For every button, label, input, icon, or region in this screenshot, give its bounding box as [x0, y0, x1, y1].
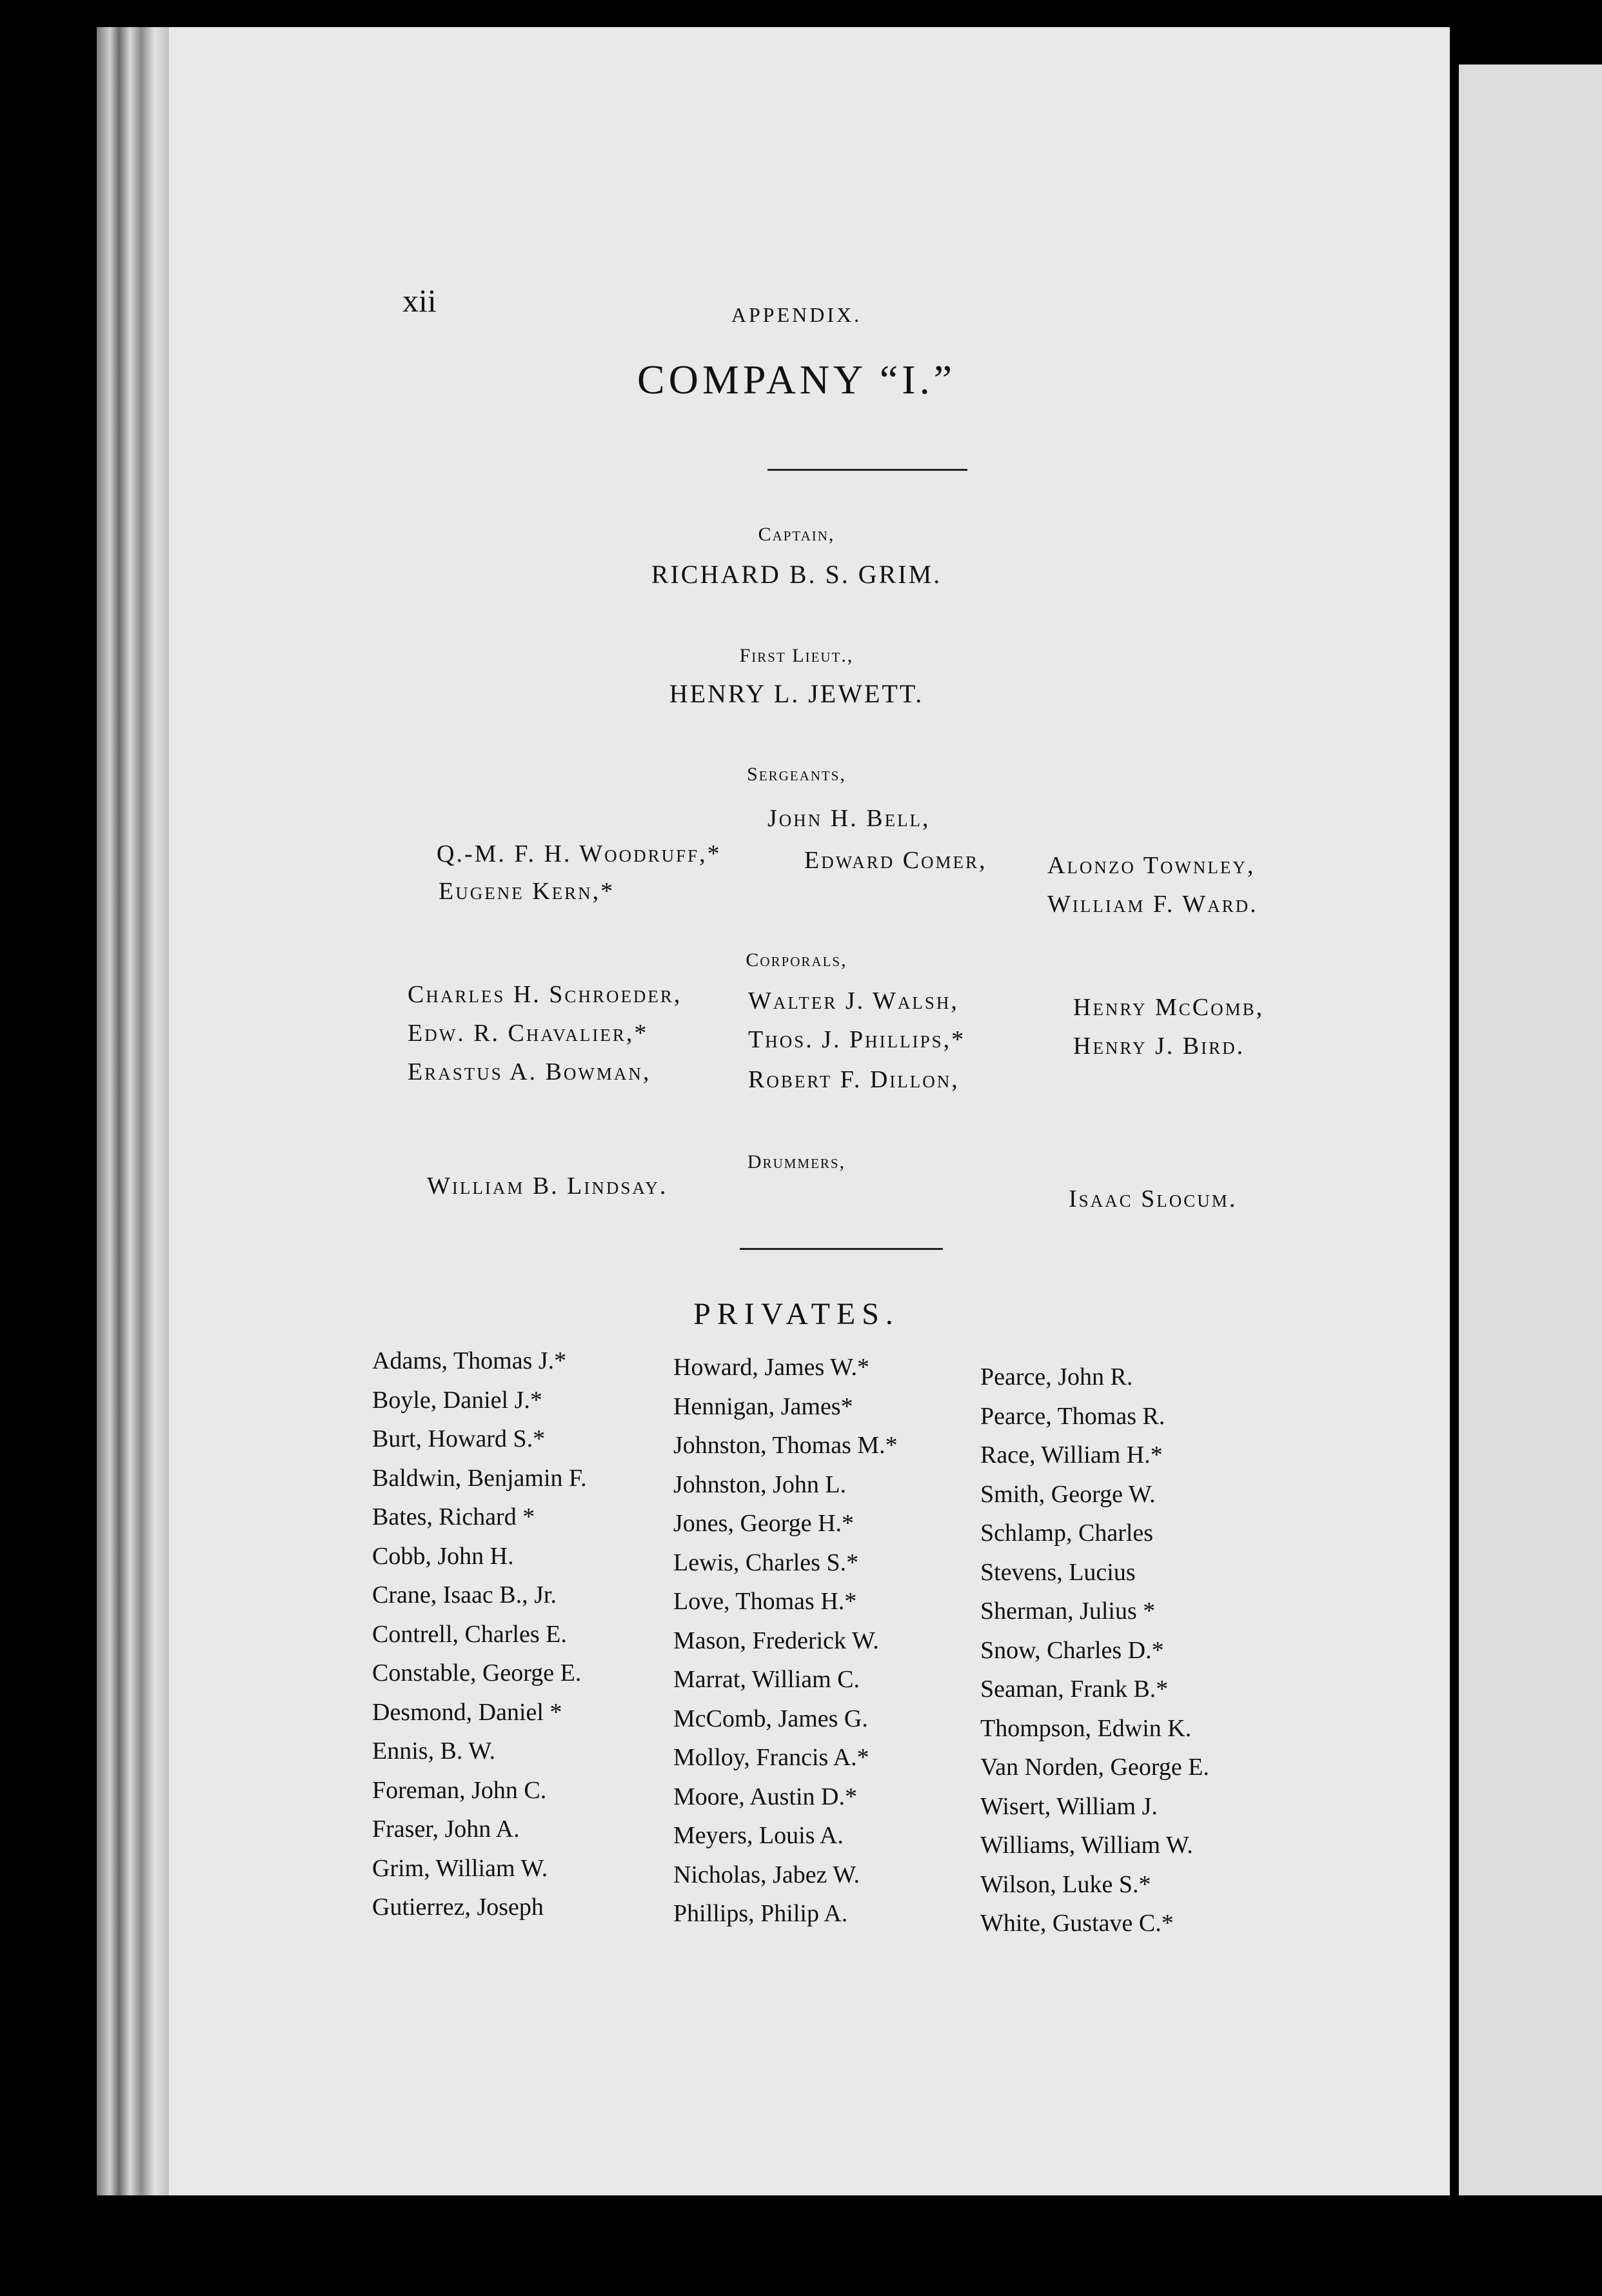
list-item: Boyle, Daniel J.* [372, 1386, 542, 1414]
list-item: Burt, Howard S.* [372, 1425, 546, 1452]
book-page-edges [97, 27, 171, 2195]
section-rule [740, 1248, 943, 1250]
privates-column-3 [980, 1358, 1209, 1943]
list-item: Baldwin, Benjamin F. [372, 1464, 587, 1492]
first-lieut-label: First Lieut., [739, 645, 854, 666]
list-item: Race, William H.* [980, 1441, 1163, 1469]
list-item: Williams, William W. [980, 1832, 1193, 1859]
list-item: Pearce, Thomas R. [980, 1402, 1165, 1430]
page-number: xii [402, 282, 437, 319]
corporal-right-2: Henry J. Bird. [1073, 1033, 1245, 1060]
list-item: Wisert, William J. [980, 1792, 1158, 1820]
list-item: Johnston, John L. [673, 1470, 847, 1498]
first-lieut-name: HENRY L. JEWETT. [669, 679, 924, 708]
list-item: Fraser, John A. [372, 1816, 520, 1843]
list-item: Smith, George W. [980, 1480, 1156, 1508]
sergeant-middle-1: Edward Comer, [804, 847, 987, 874]
list-item: Seaman, Frank B.* [980, 1676, 1169, 1703]
drummer-left: William B. Lindsay. [427, 1173, 668, 1200]
list-item: Ennis, B. W. [372, 1737, 496, 1765]
facing-page [1459, 64, 1602, 2195]
list-item: Cobb, John H. [372, 1542, 514, 1570]
corporal-left-2: Edw. R. Chavalier,* [408, 1020, 649, 1047]
drummer-right: Isaac Slocum. [1069, 1185, 1238, 1212]
sergeants-label: Sergeants, [747, 764, 846, 785]
appendix-page [169, 27, 1450, 2195]
sergeant-top: John H. Bell, [767, 805, 931, 832]
list-item: Desmond, Daniel * [372, 1698, 562, 1726]
privates-heading: PRIVATES. [693, 1297, 900, 1331]
list-item: Thompson, Edwin K. [980, 1714, 1192, 1742]
list-item: Sherman, Julius * [980, 1598, 1156, 1625]
list-item: Marrat, William C. [673, 1666, 860, 1693]
list-item: Phillips, Philip A. [673, 1900, 848, 1927]
list-item: Moore, Austin D.* [673, 1783, 857, 1810]
list-item: Crane, Isaac B., Jr. [372, 1581, 557, 1608]
sergeant-right-2: William F. Ward. [1047, 891, 1258, 918]
list-item: Snow, Charles D.* [980, 1636, 1164, 1664]
list-item: Foreman, John C. [372, 1776, 547, 1804]
captain-label: Captain, [758, 524, 835, 545]
corporal-middle-2: Thos. J. Phillips,* [748, 1026, 966, 1053]
list-item: Johnston, Thomas M.* [673, 1432, 898, 1459]
drummers-label: Drummers, [747, 1151, 846, 1173]
corporal-left-1: Charles H. Schroeder, [408, 981, 682, 1008]
list-item: Jones, George H.* [673, 1510, 855, 1537]
page-title: COMPANY “I.” [637, 357, 956, 402]
title-rule [767, 469, 967, 471]
list-item: Stevens, Lucius [980, 1558, 1136, 1586]
list-item: Van Norden, George E. [980, 1754, 1209, 1781]
corporal-middle-1: Walter J. Walsh, [748, 987, 959, 1014]
list-item: Contrell, Charles E. [372, 1620, 567, 1648]
list-item: Pearce, John R. [980, 1363, 1133, 1390]
running-head: APPENDIX. [731, 303, 862, 326]
privates-column-2 [673, 1348, 898, 1934]
corporal-right-1: Henry McComb, [1073, 994, 1265, 1021]
sergeant-right-1: Alonzo Townley, [1047, 852, 1256, 879]
list-item: Molloy, Francis A.* [673, 1744, 869, 1771]
corporal-middle-3: Robert F. Dillon, [748, 1066, 960, 1093]
list-item: Constable, George E. [372, 1659, 582, 1687]
list-item: Bates, Richard * [372, 1503, 535, 1530]
list-item: Grim, William W. [372, 1854, 548, 1882]
list-item: White, Gustave C.* [980, 1910, 1174, 1937]
list-item: Gutierrez, Joseph [372, 1894, 544, 1921]
privates-column-1 [372, 1341, 587, 1927]
corporal-left-3: Erastus A. Bowman, [408, 1058, 651, 1085]
list-item: Adams, Thomas J.* [372, 1347, 567, 1374]
list-item: Mason, Frederick W. [673, 1627, 879, 1654]
list-item: Hennigan, James* [673, 1392, 853, 1420]
list-item: Meyers, Louis A. [673, 1822, 844, 1849]
list-item: Love, Thomas H.* [673, 1588, 857, 1615]
list-item: Schlamp, Charles [980, 1519, 1154, 1547]
corporals-label: Corporals, [746, 949, 847, 971]
list-item: McComb, James G. [673, 1705, 868, 1732]
sergeant-left-2: Eugene Kern,* [439, 878, 615, 905]
list-item: Howard, James W.* [673, 1354, 869, 1381]
list-item: Nicholas, Jabez W. [673, 1861, 860, 1888]
list-item: Lewis, Charles S.* [673, 1549, 859, 1576]
list-item: Wilson, Luke S.* [980, 1870, 1151, 1898]
captain-name: RICHARD B. S. GRIM. [651, 560, 942, 589]
sergeant-left-1: Q.-M. F. H. Woodruff,* [437, 840, 722, 867]
